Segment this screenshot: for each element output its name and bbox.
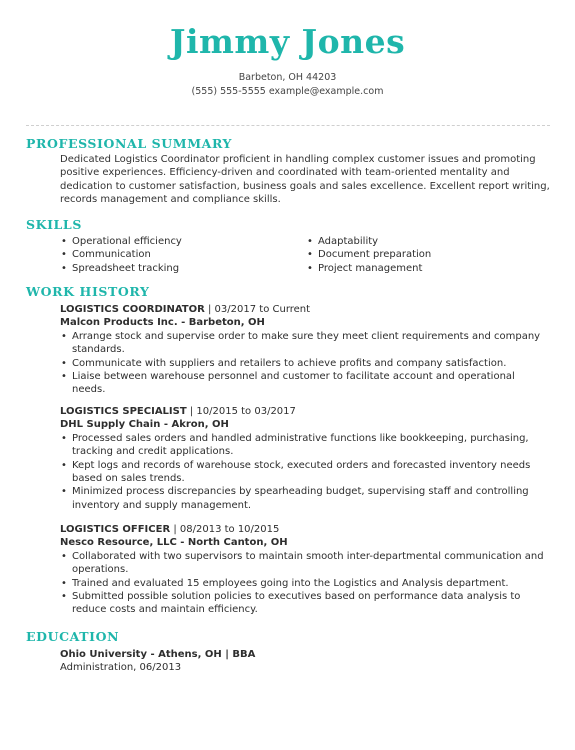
contact-info: (555) 555-5555 example@example.com: [191, 86, 384, 97]
skill-item: • Operational efficiency: [60, 235, 300, 248]
candidate-name: Jimmy Jones: [169, 22, 406, 61]
job-bullet: • Collaborated with two supervisors to maintain smooth inter-departmental communication and operations.: [60, 550, 550, 577]
job-bullet: • Kept logs and records of warehouse stock, executed orders and forecasted inventory needs based on sales trends.: [60, 459, 550, 486]
summary-heading: PROFESSIONAL SUMMARY: [26, 136, 233, 151]
job-title: LOGISTICS SPECIALIST: [60, 406, 187, 417]
job-bullet: • Trained and evaluated 15 employees going into the Logistics and Analysis department.: [60, 577, 550, 590]
address: Barbeton, OH 44203: [238, 72, 337, 83]
skill-item: • Spreadsheet tracking: [60, 262, 300, 275]
job-company: Malcon Products Inc. - Barbeton, OH: [60, 317, 265, 329]
job-dates: | 03/2017 to Current: [204, 304, 311, 315]
education-heading: EDUCATION: [26, 629, 120, 644]
job-bullet: • Communicate with suppliers and retailers to achieve profits and company satisfaction.: [60, 357, 550, 370]
job-entry: [60, 303, 550, 397]
job-company: Nesco Resource, LLC - North Canton, OH: [60, 537, 288, 549]
education-entry: [60, 648, 550, 675]
skills-heading: SKILLS: [26, 217, 82, 232]
education-school: Ohio University - Athens, OH | BBA: [60, 649, 256, 660]
job-entry: [60, 405, 550, 512]
skills-column-right: [306, 235, 546, 275]
job-bullet: • Liaise between warehouse personnel and customer to facilitate account and operational needs.: [60, 370, 550, 397]
job-entry: [60, 523, 550, 617]
skill-item: • Project management: [306, 262, 546, 275]
job-company: DHL Supply Chain - Akron, OH: [60, 419, 229, 431]
header-divider: [26, 125, 550, 126]
work-history-heading: WORK HISTORY: [26, 284, 150, 299]
job-bullet: • Minimized process discrepancies by spearheading budget, supervising staff and controlling inventory and supply management.: [60, 485, 550, 512]
job-dates: | 10/2015 to 03/2017: [186, 406, 296, 417]
job-bullets: [60, 330, 550, 397]
skills-column-left: [60, 235, 300, 275]
job-dates: | 08/2013 to 10/2015: [170, 524, 280, 535]
job-bullet: • Submitted possible solution policies to executives based on performance data analysis to reduce costs and maintain efficiency.: [60, 590, 550, 617]
skill-item: • Communication: [60, 248, 300, 261]
job-title: LOGISTICS COORDINATOR: [60, 304, 205, 315]
resume-header: [0, 0, 575, 99]
job-bullets: [60, 550, 550, 617]
skill-item: • Adaptability: [306, 235, 546, 248]
job-title: LOGISTICS OFFICER: [60, 524, 171, 535]
skill-item: • Document preparation: [306, 248, 546, 261]
summary-text: Dedicated Logistics Coordinator proficient in handling complex customer issues and promoting positive experiences. Efficiency-driven and coordinated with team-oriented mentality and dedication to customer satisfaction, business goals and sales excellence. Excellent report writing, records management and compliance skills.: [60, 154, 550, 206]
job-bullets: [60, 432, 550, 512]
job-bullet: • Arrange stock and supervise order to make sure they meet client requirements and company standards.: [60, 330, 550, 357]
job-bullet: • Processed sales orders and handled administrative functions like bookkeeping, purchasing, tracking and credit applications.: [60, 432, 550, 459]
education-detail: Administration, 06/2013: [60, 662, 182, 674]
